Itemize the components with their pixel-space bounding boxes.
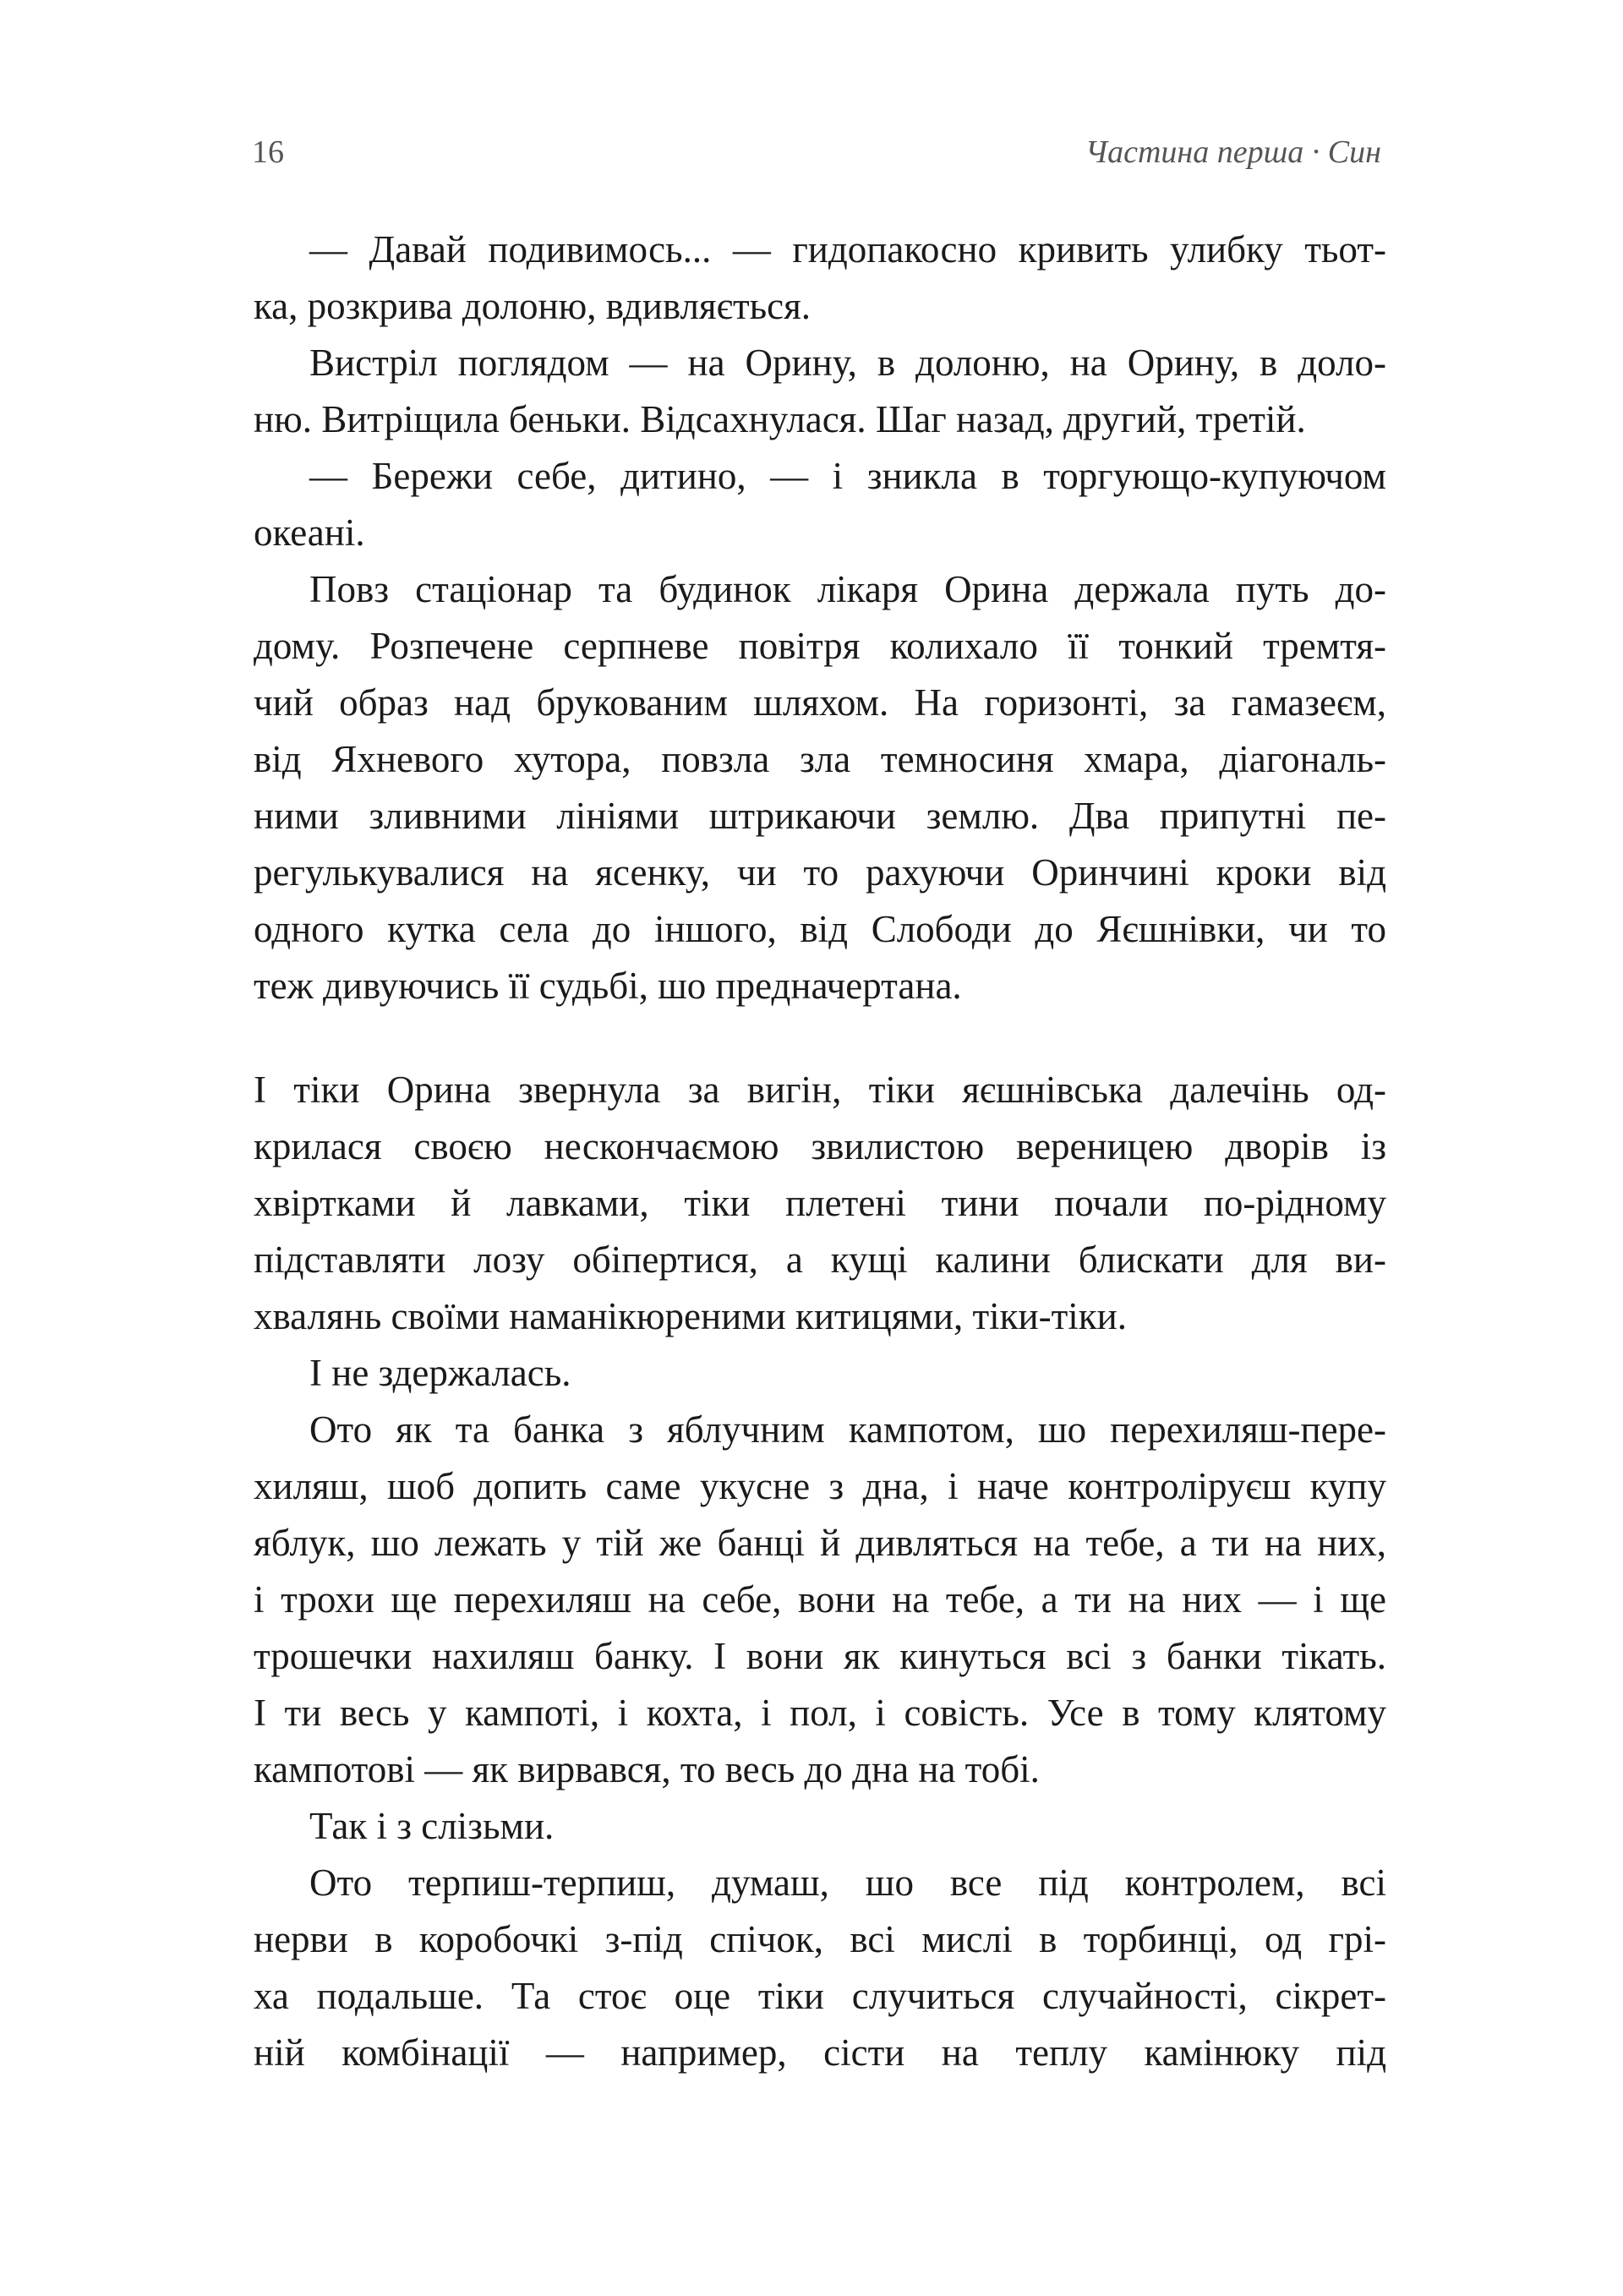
text-line: Ото як та банка з яблучним кампотом, шо перехиляш-пере- [309, 1408, 1386, 1451]
text-line: хвіртками й лавками, тіки плетені тини почали по-рідному [254, 1182, 1386, 1224]
text-line: ню. Витріщила беньки. Відсахнулася. Шаг назад, другий, третій. [254, 398, 1306, 440]
text-line: від Яхневого хутора, повзла зла темносиня хмара, діагональ- [254, 738, 1386, 780]
text-line: крилася своєю нескончаємою звилистою вереницею дворів із [254, 1125, 1386, 1167]
text-line: І не здержалась. [309, 1352, 571, 1394]
text-line: ха подальше. Та стоє оце тіки случиться случайності, сікрет- [254, 1975, 1386, 2017]
text-line: яблук, шо лежать у тій же банці й дивляться на тебе, а ти на них, [254, 1522, 1386, 1564]
text-line: Так і з слізьми. [309, 1805, 555, 1847]
running-title: Частина перша · Син [1085, 134, 1381, 170]
text-line: підставляти лозу обіпертися, а кущі калини блискати для ви- [254, 1238, 1386, 1281]
text-line: Вистріл поглядом — на Орину, в долоню, на Орину, в доло- [309, 342, 1386, 384]
text-block-2 [254, 1062, 1386, 2081]
text-line: І тіки Орина звернула за вигін, тіки яєшнівська далечінь од- [254, 1069, 1386, 1111]
text-line: Повз стаціонар та будинок лікаря Орина держала путь до- [309, 568, 1386, 610]
text-line: ними зливними лініями штрикаючи землю. Два припутні пе- [254, 795, 1386, 837]
text-line: ній комбінації — например, сісти на теплу камінюку під [254, 2031, 1386, 2074]
text-line: дому. Розпечене серпневе повітря колихало її тонкий тремтя- [254, 625, 1386, 667]
text-line: хиляш, шоб допить саме укусне з дна, і наче контроліруєш купу [254, 1465, 1386, 1507]
text-line: океані. [254, 511, 365, 554]
text-line: одного кутка села до іншого, від Слободи до Яєшнівки, чи то [254, 908, 1386, 950]
text-line: і трохи ще перехиляш на себе, вони на тебе, а ти на них — і ще [254, 1578, 1386, 1621]
text-line: — Давай подивимось... — гидопакосно кривить улибку тьот- [309, 228, 1386, 271]
text-block-1 [254, 221, 1386, 1014]
text-line: Ото терпиш-терпиш, думаш, шо все під контролем, всі [309, 1861, 1386, 1904]
text-line: кампотові — як вирвався, то весь до дна на тобі. [254, 1748, 1040, 1790]
text-line: трошечки нахиляш банку. І вони як кинуться всі з банки тікать. [254, 1635, 1386, 1677]
text-line: теж дивуючись її судьбі, шо предначертана. [254, 965, 962, 1007]
text-line: чий образ над брукованим шляхом. На горизонті, за гамазеєм, [254, 681, 1386, 724]
text-line: нерви в коробочкі з-під спічок, всі мислі в торбинці, од грі- [254, 1918, 1386, 1960]
text-line: ка, розкрива долоню, вдивляється. [254, 285, 812, 327]
text-line: І ти весь у кампоті, і кохта, і пол, і совість. Усе в тому клятому [254, 1692, 1386, 1734]
text-line: регулькувалися на ясенку, чи то рахуючи Оринчині кроки від [254, 851, 1386, 894]
page-number: 16 [252, 134, 284, 170]
text-line: хвалянь своїми наманікюреними китицями, тіки-тіки. [254, 1295, 1127, 1337]
text-line: — Бережи себе, дитино, — і зникла в торгующо-купуючом [309, 455, 1386, 497]
